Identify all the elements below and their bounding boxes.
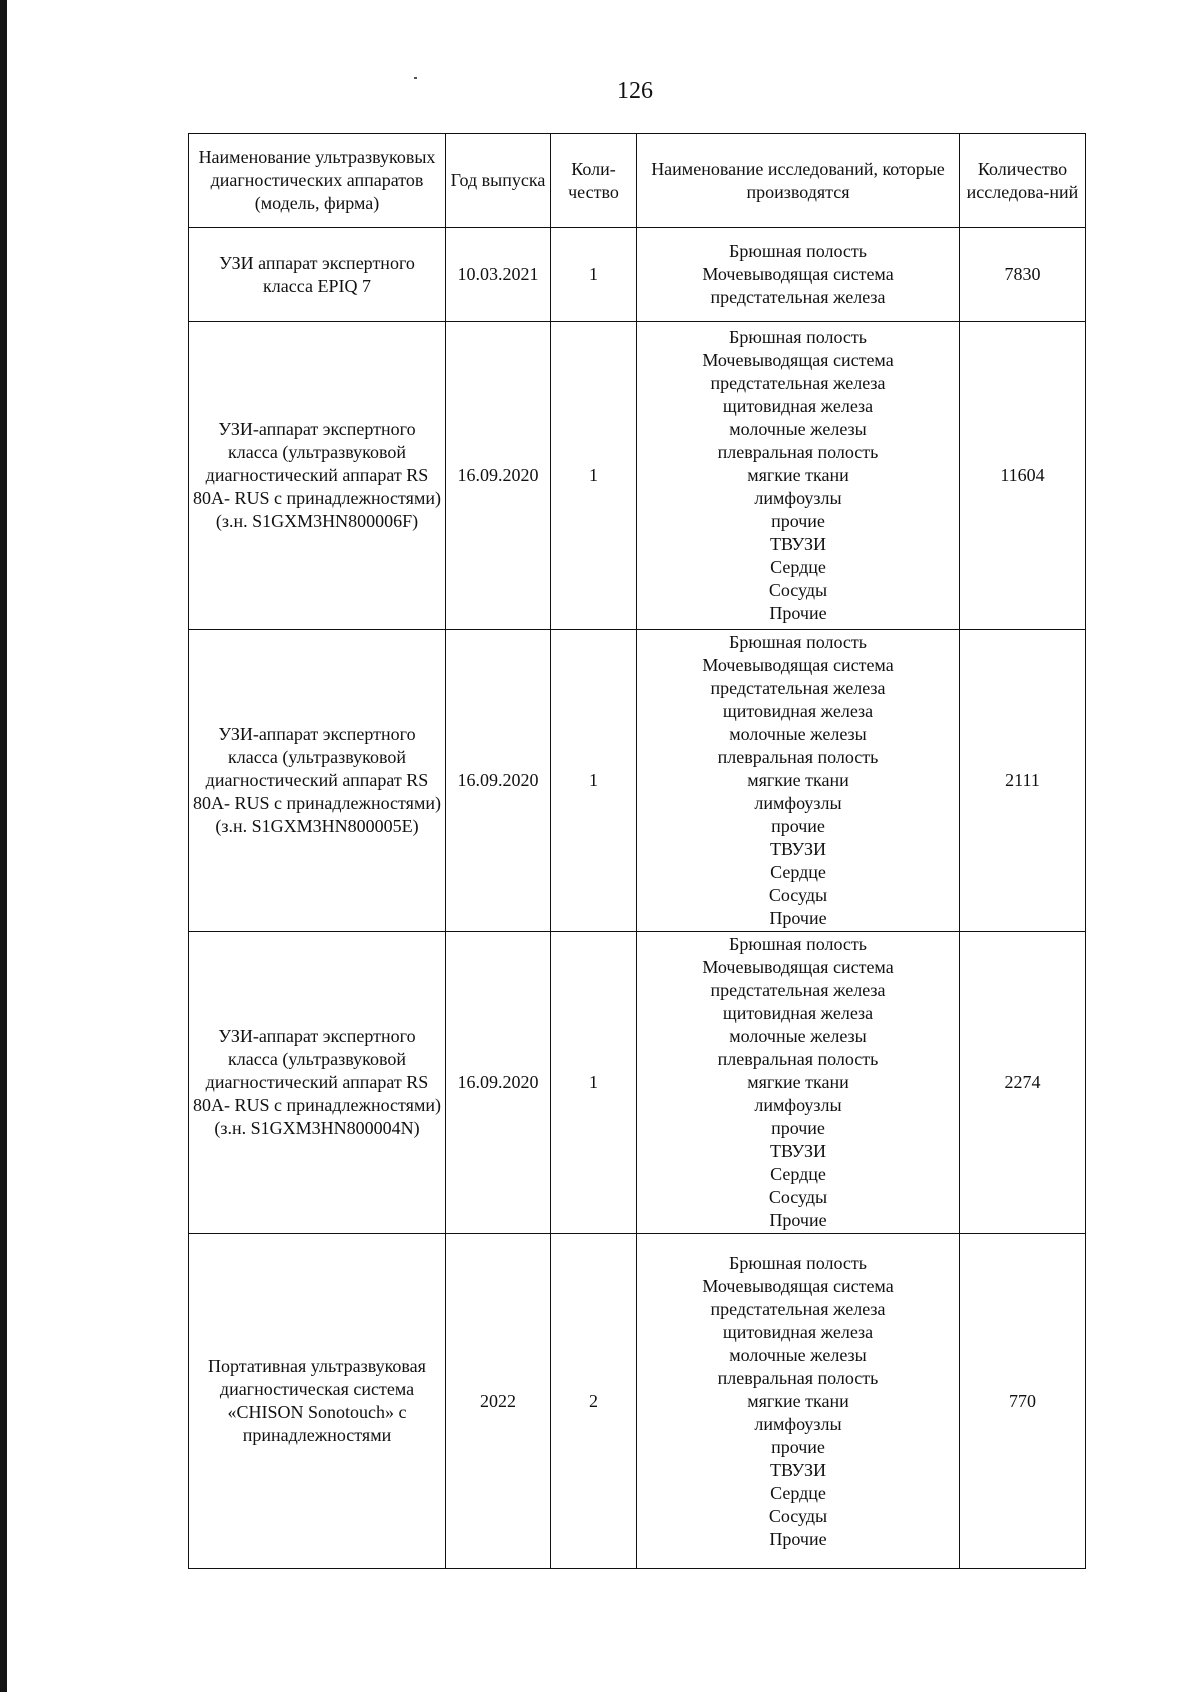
- study-item: прочие: [771, 511, 825, 531]
- study-item: прочие: [771, 1118, 825, 1138]
- year-cell: 16.09.2020: [446, 630, 551, 932]
- total-cell: 770: [960, 1234, 1086, 1569]
- study-item: плевральная полость: [717, 1367, 879, 1388]
- device-name-cell: УЗИ-аппарат экспертного класса (ультразвуковой диагностический аппарат RS 80A- RUS с принадлежностями) (з.н. S1GXM3HN800004N): [189, 932, 446, 1234]
- header-total: Количество исследова-ний: [960, 134, 1086, 228]
- device-name-cell: УЗИ аппарат экспертного класса EPIQ 7: [189, 228, 446, 322]
- studies-list: [641, 240, 955, 309]
- study-item: ТВУЗИ: [769, 839, 827, 859]
- study-item: предстательная железа: [710, 1298, 886, 1319]
- study-item: Сосуды: [768, 580, 828, 600]
- count-cell: 1: [551, 630, 637, 932]
- study-item: лимфоузлы: [754, 793, 842, 813]
- year-cell: 10.03.2021: [446, 228, 551, 322]
- study-item: плевральная полость: [717, 442, 879, 462]
- studies-list: [641, 326, 955, 625]
- table-row: [189, 322, 1086, 630]
- studies-cell: [637, 322, 960, 630]
- header-device-name: Наименование ультразвуковых диагностических аппаратов (модель, фирма): [189, 134, 446, 228]
- count-cell: 1: [551, 932, 637, 1234]
- study-item: Мочевыводящая система: [702, 264, 894, 284]
- study-item: Сердце: [770, 1482, 826, 1503]
- year-cell: 16.09.2020: [446, 322, 551, 630]
- study-item: Прочие: [769, 1210, 827, 1230]
- study-item: Брюшная полость: [729, 241, 867, 261]
- study-item: Мочевыводящая система: [702, 1275, 894, 1296]
- study-item: мягкие ткани: [747, 770, 849, 790]
- study-item: Брюшная полость: [729, 934, 867, 954]
- study-item: щитовидная железа: [722, 1003, 874, 1023]
- study-item: молочные железы: [729, 1344, 867, 1365]
- header-count: Коли-чество: [551, 134, 637, 228]
- study-item: мягкие ткани: [747, 1390, 849, 1411]
- study-item: Сосуды: [768, 1187, 828, 1207]
- studies-cell: [637, 1234, 960, 1569]
- year-cell: 2022: [446, 1234, 551, 1569]
- equipment-table: [188, 133, 1086, 1569]
- study-item: плевральная полость: [717, 747, 879, 767]
- table-row: [189, 228, 1086, 322]
- study-item: Прочие: [769, 1528, 827, 1549]
- table-row: [189, 630, 1086, 932]
- study-item: ТВУЗИ: [769, 534, 827, 554]
- studies-cell: [637, 932, 960, 1234]
- study-item: мягкие ткани: [747, 465, 849, 485]
- study-item: Мочевыводящая система: [702, 655, 894, 675]
- studies-cell: [637, 630, 960, 932]
- studies-list: [641, 1252, 955, 1551]
- device-name-cell: УЗИ-аппарат экспертного класса (ультразвуковой диагностический аппарат RS 80A- RUS с принадлежностями) (з.н. S1GXM3HN800006F): [189, 322, 446, 630]
- table-header-row: [189, 134, 1086, 228]
- study-item: лимфоузлы: [754, 1413, 842, 1434]
- study-item: Прочие: [769, 908, 827, 928]
- study-item: щитовидная железа: [722, 396, 874, 416]
- study-item: щитовидная железа: [722, 701, 874, 721]
- study-item: молочные железы: [729, 1026, 867, 1046]
- study-item: лимфоузлы: [754, 1095, 842, 1115]
- study-item: Сердце: [770, 557, 826, 577]
- device-name-cell: Портативная ультразвуковая диагностическая система «CHISON Sonotouch» с принадлежностями: [189, 1234, 446, 1569]
- count-cell: 2: [551, 1234, 637, 1569]
- study-item: лимфоузлы: [754, 488, 842, 508]
- study-item: Брюшная полость: [729, 1252, 867, 1273]
- study-item: Сосуды: [768, 1505, 828, 1526]
- count-cell: 1: [551, 228, 637, 322]
- table-row: [189, 1234, 1086, 1569]
- studies-list: [641, 933, 955, 1232]
- study-item: прочие: [771, 816, 825, 836]
- study-item: молочные железы: [729, 724, 867, 744]
- study-item: молочные железы: [729, 419, 867, 439]
- study-item: Прочие: [769, 603, 827, 623]
- header-year: Год выпуска: [446, 134, 551, 228]
- study-item: предстательная железа: [710, 373, 886, 393]
- study-item: Мочевыводящая система: [702, 957, 894, 977]
- scan-border: [0, 0, 7, 1692]
- count-cell: 1: [551, 322, 637, 630]
- study-item: предстательная железа: [710, 287, 886, 307]
- year-cell: 16.09.2020: [446, 932, 551, 1234]
- study-item: Сердце: [770, 862, 826, 882]
- study-item: Брюшная полость: [729, 632, 867, 652]
- study-item: прочие: [771, 1436, 825, 1457]
- study-item: Мочевыводящая система: [702, 350, 894, 370]
- studies-cell: [637, 228, 960, 322]
- study-item: мягкие ткани: [747, 1072, 849, 1092]
- total-cell: 2274: [960, 932, 1086, 1234]
- total-cell: 11604: [960, 322, 1086, 630]
- table-row: [189, 932, 1086, 1234]
- total-cell: 7830: [960, 228, 1086, 322]
- study-item: Брюшная полость: [729, 327, 867, 347]
- study-item: предстательная железа: [710, 980, 886, 1000]
- study-item: Сосуды: [768, 885, 828, 905]
- study-item: плевральная полость: [717, 1049, 879, 1069]
- header-studies: Наименование исследований, которые производятся: [637, 134, 960, 228]
- study-item: ТВУЗИ: [769, 1141, 827, 1161]
- page-number: 126: [617, 78, 653, 104]
- study-item: ТВУЗИ: [769, 1459, 827, 1480]
- total-cell: 2111: [960, 630, 1086, 932]
- study-item: предстательная железа: [710, 678, 886, 698]
- device-name-cell: УЗИ-аппарат экспертного класса (ультразвуковой диагностический аппарат RS 80A- RUS с принадлежностями) (з.н. S1GXM3HN800005E): [189, 630, 446, 932]
- studies-list: [641, 631, 955, 930]
- study-item: Сердце: [770, 1164, 826, 1184]
- study-item: щитовидная железа: [722, 1321, 874, 1342]
